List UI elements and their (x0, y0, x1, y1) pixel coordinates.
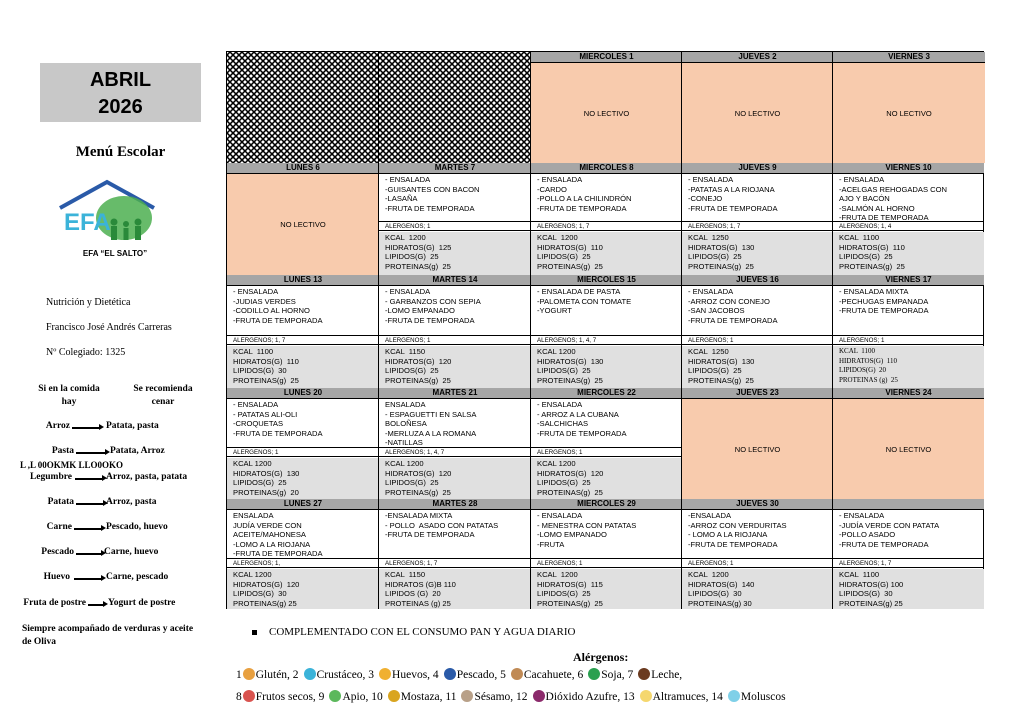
allergen-codes: ALERGENOS; 1, 4, 7 (531, 335, 682, 345)
allergen-label: Mostaza, 11 (400, 691, 457, 703)
allergen-codes: ALERGENOS; 1, 7 (379, 558, 531, 568)
allergen-label: Crustáceo, 3 (316, 669, 375, 681)
nutrition-info: KCAL 1200 HIDRATOS(G) 110 LIPIDOS(G) 25 PROTEINAS(g) 25 (531, 232, 682, 275)
allergen-icon (640, 690, 652, 702)
year-label: 2026 (98, 96, 143, 118)
nutrition-info: KCAL 1100 HIDRATOS(G) 110 LIPIDOS(G) 20 PROTEINAS (g) 25 (833, 346, 984, 388)
allergen-codes: ALERGENOS; 1, (227, 558, 379, 568)
nutrition-info: KCAL 1250 HIDRATOS(G) 130 LIPIDOS(G) 25 PROTEINAS(g) 25 (682, 232, 833, 275)
day-header: MIERCOLES 22 (531, 388, 682, 399)
day-header: JUEVES 9 (682, 163, 833, 174)
no-lectivo-cell: NO LECTIVO (682, 399, 833, 499)
complement-text: COMPLEMENTADO CON EL CONSUMO PAN Y AGUA DIARIO (269, 626, 576, 638)
author-name: Francisco José Andrés Carreras (46, 322, 172, 333)
complement-note (252, 626, 575, 638)
allergen-label: Altramuces, 14 (652, 691, 723, 703)
allergen-codes: ALERGENOS; 1, 7 (682, 221, 833, 231)
recommend-to: Yogurt de postre (108, 598, 176, 608)
recommend-row (20, 497, 210, 511)
menu-items: - ENSALADA -JUDIAS VERDES -CODILLO AL HORNO -FRUTA DE TEMPORADA (233, 287, 323, 325)
day-header: MIERCOLES 29 (531, 499, 682, 510)
author-colegiado: Nº Colegiado: 1325 (46, 347, 126, 358)
allergen-label: Dióxido Azufre, 13 (545, 691, 635, 703)
allergens-title: Alérgenos: (573, 650, 629, 664)
day-header: VIERNES 17 (833, 275, 984, 286)
recommend-row (20, 572, 210, 586)
recommend-from: Carne (46, 522, 72, 532)
allergens-line-2 (236, 690, 790, 703)
recommend-from: Huevo (43, 572, 70, 582)
logo-caption: EFA “EL SALTO” (82, 249, 148, 258)
recommend-row (20, 522, 210, 536)
stray-text: L ,L 00OKMK LLO0OKO (20, 460, 124, 470)
allergen-icon (533, 690, 545, 702)
day-header: JUEVES 30 (682, 499, 833, 510)
allergen-label: Pescado, 5 (456, 669, 506, 681)
menu-items: - ENSALADA -ACELGAS REHOGADAS CON AJO Y BACÓN -SALMÓN AL HORNO -FRUTA DE TEMPORADA (839, 175, 948, 221)
day-header (833, 499, 984, 510)
arrow-right-icon (76, 503, 104, 505)
arrow-right-icon (76, 553, 102, 555)
recommend-row (20, 446, 210, 460)
allergen-icon (588, 668, 600, 680)
school-logo (52, 178, 162, 250)
recommend-row (20, 472, 210, 486)
menu-items: - ENSALADA MIXTA -PECHUGAS EMPANADA -FRUTA DE TEMPORADA (839, 287, 929, 316)
grid-divider (378, 52, 379, 609)
menu-items: -ENSALADA MIXTA - POLLO ASADO CON PATATAS -FRUTA DE TEMPORADA (385, 511, 499, 540)
menu-grid (226, 51, 984, 609)
day-header: VIERNES 24 (833, 388, 984, 399)
nutrition-info: KCAL 1200 HIDRATOS(G) 120 LIPIDOS(G) 25 PROTEINAS(g) 25 (531, 458, 682, 499)
allergen-icon (379, 668, 391, 680)
day-header: JUEVES 16 (682, 275, 833, 286)
day-header: MARTES 28 (379, 499, 531, 510)
nutrition-info: KCAL 1200 HIDRATOS(G) 125 LIPIDOS(G) 25 PROTEINAS(g) 25 (379, 232, 531, 275)
recommend-head-right: Se recomienda cenar (133, 384, 193, 407)
allergen-icon (329, 690, 341, 702)
menu-items: - ENSALADA -PATATAS A LA RIOJANA -CONEJO -FRUTA DE TEMPORADA (688, 175, 778, 213)
allergen-codes: ALERGENOS; 1, 7 (833, 558, 984, 568)
allergen-label: Glutén, 2 (255, 669, 299, 681)
day-header: LUNES 13 (227, 275, 379, 286)
menu-items: - ENSALADA - MENESTRA CON PATATAS -LOMO EMPANADO -FRUTA (537, 511, 637, 549)
recommend-row (20, 547, 210, 561)
allergen-codes: ALERGENOS; 1 (682, 558, 833, 568)
menu-title: Menú Escolar (75, 144, 166, 160)
grid-divider (530, 52, 531, 609)
nutrition-info: KCAL 1200 HIDRATOS(G) 120 LIPIDOS(G) 30 PROTEINAS(g) 25 (227, 569, 379, 609)
recommend-to: Patata, pasta (106, 421, 159, 431)
menu-items: - ENSALADA -ARROZ CON CONEJO -SAN JACOBOS -FRUTA DE TEMPORADA (688, 287, 778, 325)
no-lectivo-cell: NO LECTIVO (682, 63, 833, 163)
day-header: JUEVES 23 (682, 388, 833, 399)
day-header: MARTES 7 (379, 163, 531, 174)
menu-items: ENSALADA JUDÍA VERDE CON ACEITE/MAHONESA -LOMO A LA RIOJANA -FRUTA DE TEMPORADA (233, 511, 323, 558)
day-header: JUEVES 2 (682, 52, 833, 63)
nutrition-info: KCAL 1100 HIDRATOS(G) 110 LIPIDOS(G) 30 PROTEINAS(g) 25 (227, 346, 379, 388)
allergen-label: Apio, 10 (342, 691, 383, 703)
allergen-icon (304, 668, 316, 680)
day-header: MARTES 21 (379, 388, 531, 399)
allergen-codes: ALERGENOS; 1 (682, 335, 833, 345)
day-header: MIERCOLES 8 (531, 163, 682, 174)
day-header: LUNES 6 (227, 163, 379, 174)
menu-items: - ENSALADA -JUDÍA VERDE CON PATATA -POLLO ASADO -FRUTA DE TEMPORADA (839, 511, 940, 549)
nutrition-info: KCAL 1250 HIDRATOS(G) 130 LIPIDOS(G) 25 PROTEINAS(g) 25 (682, 346, 833, 388)
no-lectivo-cell: NO LECTIVO (833, 399, 984, 499)
allergen-icon (243, 668, 255, 680)
nutrition-info: KCAL 1200 HIDRATOS(G) 115 LIPIDOS(G) 25 PROTEINAS(g) 25 (531, 569, 682, 609)
day-header: VIERNES 10 (833, 163, 984, 174)
allergen-label: Moluscos (740, 691, 786, 703)
recommend-from: Fruta de postre (23, 598, 86, 608)
day-header: MIERCOLES 15 (531, 275, 682, 286)
arrow-right-icon (88, 604, 104, 606)
arrow-right-icon (76, 452, 106, 454)
allergen-icon (243, 690, 255, 702)
allergen-icon (638, 668, 650, 680)
menu-items: - ENSALADA - PATATAS ALI-OLI -CROQUETAS -FRUTA DE TEMPORADA (233, 400, 323, 438)
bullet-icon (252, 630, 257, 635)
allergen-label: Cacahuete, 6 (523, 669, 584, 681)
menu-items: - ENSALADA -CARDO -POLLO A LA CHILINDRÓN -FRUTA DE TEMPORADA (537, 175, 632, 213)
allergens-line-1 (236, 668, 686, 681)
nutrition-info: KCAL 1150 HIDRATOS (G)B 110 LIPIDOS (G) 20 PROTEINAS (g) 25 (379, 569, 531, 609)
allergen-icon (388, 690, 400, 702)
nutrition-info: KCAL 1200 HIDRATOS(G) 130 LIPIDOS(G) 25 PROTEINAS(g) 25 (531, 346, 682, 388)
allergen-codes: ALERGENOS; 1 (531, 558, 682, 568)
recommend-to: Patata, Arroz (110, 446, 165, 456)
arrow-right-icon (74, 528, 102, 530)
recommend-row (20, 421, 210, 435)
allergen-codes: ALERGENOS; 1 (379, 335, 531, 345)
allergen-label: Soja, 7 (601, 669, 634, 681)
no-lectivo-cell: NO LECTIVO (227, 174, 379, 275)
month-title-box (40, 63, 201, 122)
menu-items: - ENSALADA - ARROZ A LA CUBANA -SALCHICHAS -FRUTA DE TEMPORADA (537, 400, 627, 438)
menu-items: ENSALADA - ESPAGUETTI EN SALSA BOLOÑESA -MERLUZA A LA ROMANA -NATILLAS (385, 400, 477, 447)
allergen-codes: ALERGENOS; 1, 4, 7 (379, 447, 531, 457)
allergen-codes: ALERGENOS; 1 (531, 447, 682, 457)
grid-divider (832, 52, 833, 609)
menu-items: - ENSALADA DE PASTA -PALOMETA CON TOMATE -YOGURT (537, 287, 632, 316)
recommend-from: Pescado (41, 547, 74, 557)
grid-divider (681, 52, 682, 609)
allergen-icon (728, 690, 740, 702)
allergen-codes: ALERGENOS; 1 (379, 221, 531, 231)
recommend-head-left: Si en la comida hay (38, 384, 100, 407)
nutrition-info: KCAL 1100 HIDRATOS(G) 100 LIPIDOS(G) 30 PROTEINAS(g) 25 (833, 569, 984, 609)
no-lectivo-cell: NO LECTIVO (833, 63, 985, 163)
allergen-icon (511, 668, 523, 680)
allergen-codes: ALERGENOS; 1, 7 (531, 221, 682, 231)
allergen-label: Frutos secos, 9 (255, 691, 325, 703)
nutrition-info: KCAL 1200 HIDRATOS(G) 120 LIPIDOS(G) 25 PROTEINAS(g) 25 (379, 458, 531, 499)
recommend-from: Pasta (51, 446, 74, 456)
recommend-footer: Siempre acompañado de verduras y aceite de Oliva (22, 624, 194, 647)
allergen-codes: ALERGENOS; 1, 7 (227, 335, 379, 345)
recommend-to: Carne, pescado (106, 572, 169, 582)
nutrition-info: KCAL 1100 HIDRATOS(G) 110 LIPIDOS(G) 25 PROTEINAS(g) 25 (833, 232, 984, 275)
allergen-icon (444, 668, 456, 680)
recommend-from: Patata (47, 497, 74, 507)
allergen-number: 8 (236, 691, 242, 703)
recommend-to: Carne, huevo (104, 547, 159, 557)
day-header: VIERNES 3 (833, 52, 985, 63)
allergen-label: Leche, (651, 669, 683, 681)
recommend-row (20, 598, 210, 612)
day-header: MARTES 14 (379, 275, 531, 286)
logo-text: EFA (64, 209, 111, 236)
nutrition-info: KCAL 1200 HIDRATOS(G) 140 LIPIDOS(G) 30 PROTEINAS(g) 30 (682, 569, 833, 609)
arrow-right-icon (74, 578, 102, 580)
recommend-to: Arroz, pasta (106, 497, 157, 507)
no-lectivo-cell: NO LECTIVO (531, 63, 682, 163)
recommend-to: Arroz, pasta, patata (106, 472, 188, 482)
allergen-label: Huevos, 4 (392, 669, 439, 681)
month-label: ABRIL (89, 69, 152, 91)
recommend-to: Pescado, huevo (106, 522, 168, 532)
allergen-number: 1 (236, 669, 242, 681)
day-header: MIERCOLES 1 (531, 52, 682, 63)
day-header: LUNES 27 (227, 499, 379, 510)
allergen-icon (461, 690, 473, 702)
allergen-label: Sésamo, 12 (474, 691, 528, 703)
nutrition-info: KCAL 1200 HIDRATOS(G) 130 LIPIDOS(G) 25 PROTEINAS(g) 20 (227, 458, 379, 499)
allergen-codes: ALERGENOS; 1, 4 (833, 221, 984, 231)
menu-items: -ENSALADA -ARROZ CON VERDURITAS - LOMO A LA RIOJANA -FRUTA DE TEMPORADA (688, 511, 787, 549)
allergen-codes: ALERGENOS; 1 (833, 335, 984, 345)
menu-items: - ENSALADA -GUISANTES CON BACON -LASAÑA -FRUTA DE TEMPORADA (385, 175, 480, 213)
allergen-codes: ALERGENOS; 1 (227, 447, 379, 457)
recommend-from: Legumbre (29, 472, 72, 482)
nutrition-info: KCAL 1150 HIDRATOS(G) 120 LIPIDOS(G) 25 PROTEINAS(g) 25 (379, 346, 531, 388)
menu-items: - ENSALADA - GARBANZOS CON SEPIA -LOMO EMPANADO -FRUTA DE TEMPORADA (385, 287, 481, 325)
arrow-right-icon (72, 427, 100, 429)
day-header: LUNES 20 (227, 388, 379, 399)
recommend-from: Arroz (45, 421, 70, 431)
arrow-right-icon (75, 478, 103, 480)
author-role: Nutrición y Dietética (46, 297, 131, 308)
